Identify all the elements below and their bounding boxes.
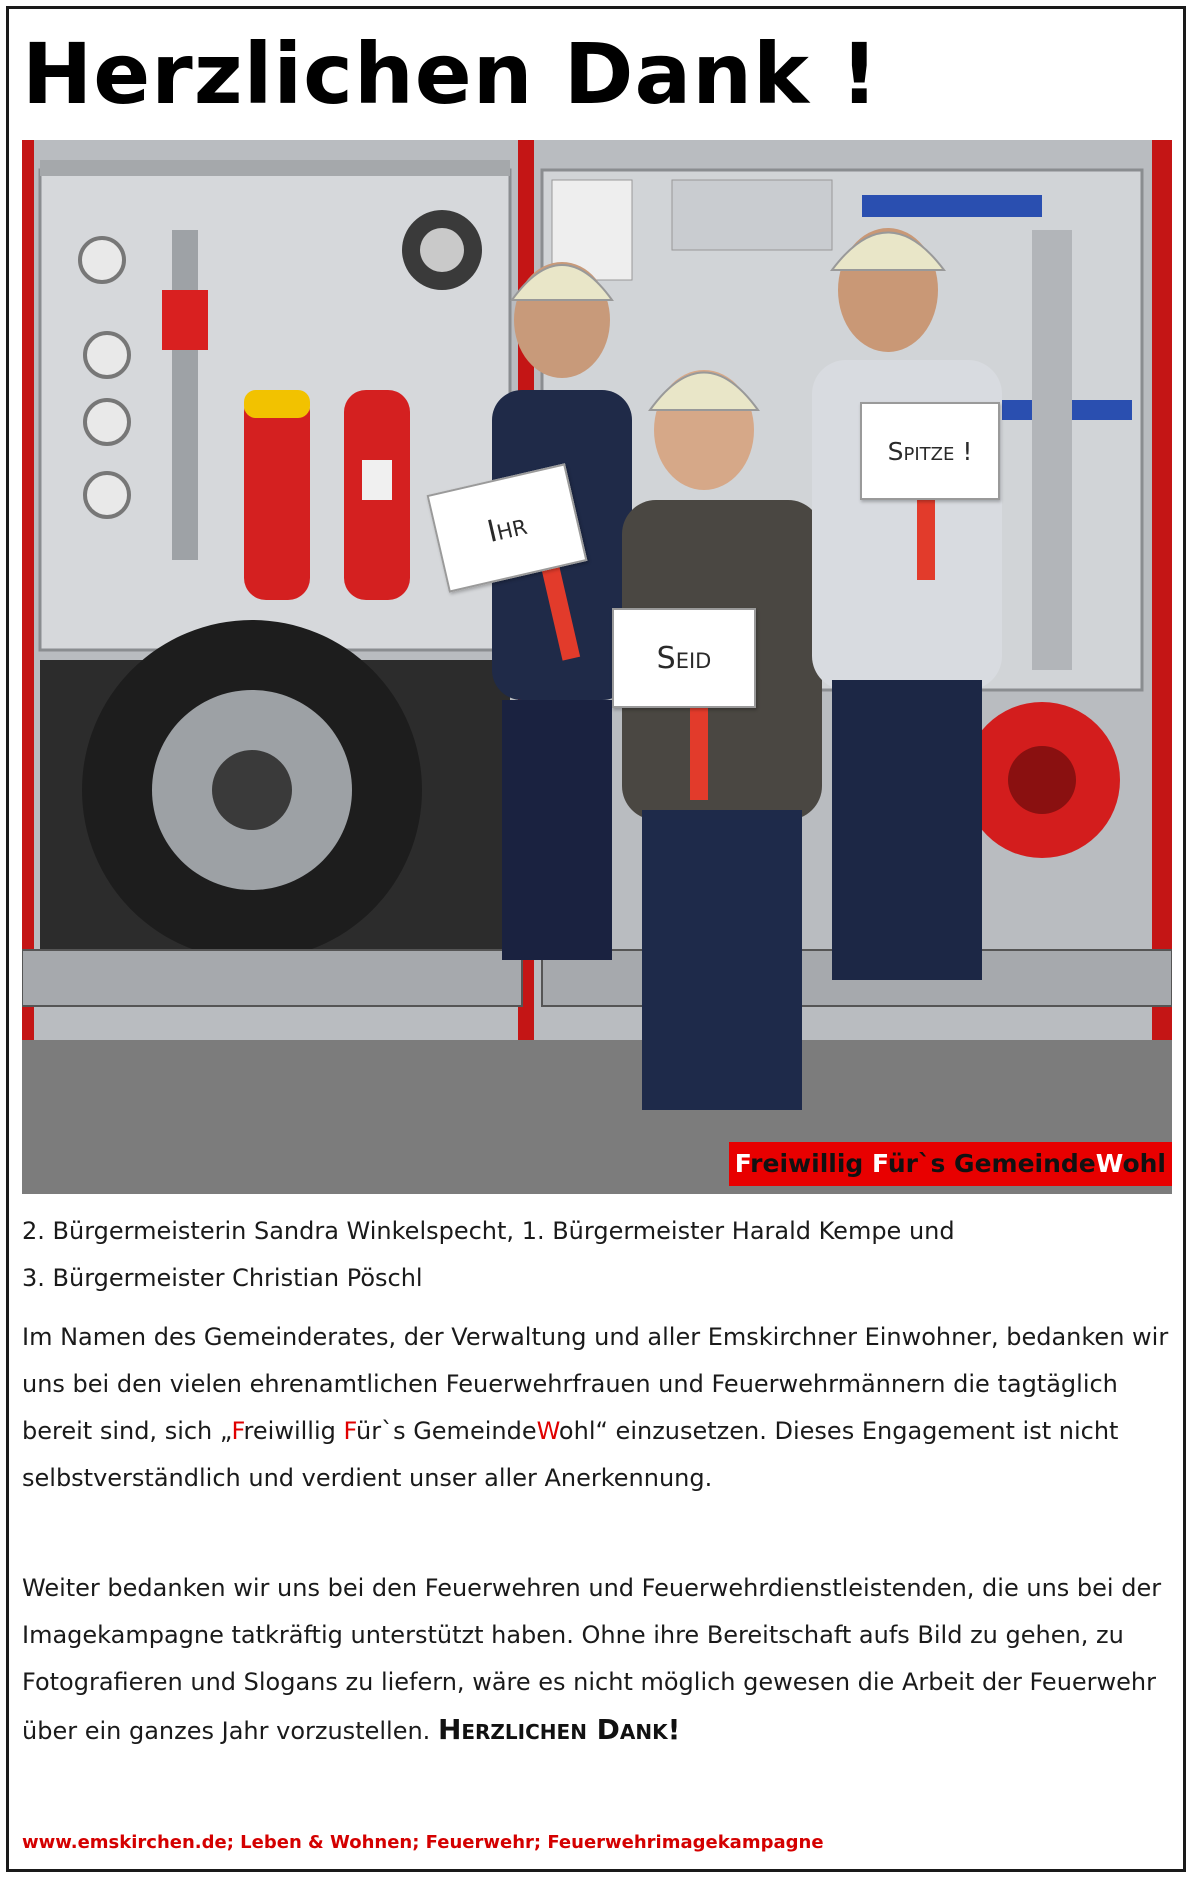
closing-thanks: Herzlichen Dank! xyxy=(437,1713,681,1746)
paragraph1-letter-f2: F xyxy=(343,1417,356,1445)
placard-seid: Seid xyxy=(612,608,756,708)
slogan-letter-f1: F xyxy=(734,1149,751,1178)
slogan-letter-f2: F xyxy=(872,1149,888,1178)
caption-line-1: 2. Bürgermeisterin Sandra Winkelspecht, 1. Bürgermeister Harald Kempe und xyxy=(22,1217,955,1245)
paragraph1-lead: Im Namen des Gemeinderates, der Verwaltung und aller Emskirchner Einwohner, bedanken wir uns bei den vielen ehrenamtlichen Feuerwehrfrauen und Feuerwehrmännern die tagtäglich bereit sind, sich „ xyxy=(22,1323,1169,1445)
paragraph1-letter-w: W xyxy=(536,1417,559,1445)
placard-spitze: Spitze ! xyxy=(860,402,1000,500)
thanks-paragraph-2 xyxy=(22,1565,1172,1755)
paragraph1-text-1: reiwillig xyxy=(243,1417,344,1445)
slogan-banner xyxy=(729,1142,1172,1186)
paragraph1-tail: einzusetzen. Dieses Engagement ist nicht selbstverständlich und verdient unser aller Anerkennung. xyxy=(22,1417,1119,1492)
slogan-text-1: reiwillig xyxy=(750,1149,872,1178)
fire-truck-illustration xyxy=(22,140,1172,1194)
placard-ihr: Ihr xyxy=(427,463,588,592)
paragraph1-text-3: ohl“ xyxy=(558,1417,608,1445)
thanks-paragraph-1 xyxy=(22,1314,1172,1502)
paragraph1-text-2: ür`s Gemeinde xyxy=(355,1417,537,1445)
paragraph2-text: Weiter bedanken wir uns bei den Feuerwehren und Feuerwehrdienstleistenden, die uns bei der Imagekampagne tatkräftig unterstützt haben. Ohne ihre Bereitschaft aufs Bild zu gehen, zu Fotografieren und Slogans zu liefern, wäre es nicht möglich gewesen die Arbeit der Feuerwehr über ein ganzes Jahr vorzustellen. xyxy=(22,1574,1162,1745)
caption-line-2: 3. Bürgermeister Christian Pöschl xyxy=(22,1264,423,1292)
slogan-text-2: ür`s Gemeinde xyxy=(887,1149,1096,1178)
page-headline: Herzlichen Dank ! xyxy=(22,25,880,123)
paragraph1-letter-f1: F xyxy=(231,1417,244,1445)
slogan-letter-w: W xyxy=(1095,1149,1123,1178)
footer-source-link[interactable]: www.emskirchen.de; Leben & Wohnen; Feuerwehr; Feuerwehrimagekampagne xyxy=(22,1832,824,1853)
slogan-text-3: ohl xyxy=(1122,1149,1166,1178)
fire-truck-photo xyxy=(22,140,1172,1194)
photo-caption xyxy=(22,1208,1172,1302)
